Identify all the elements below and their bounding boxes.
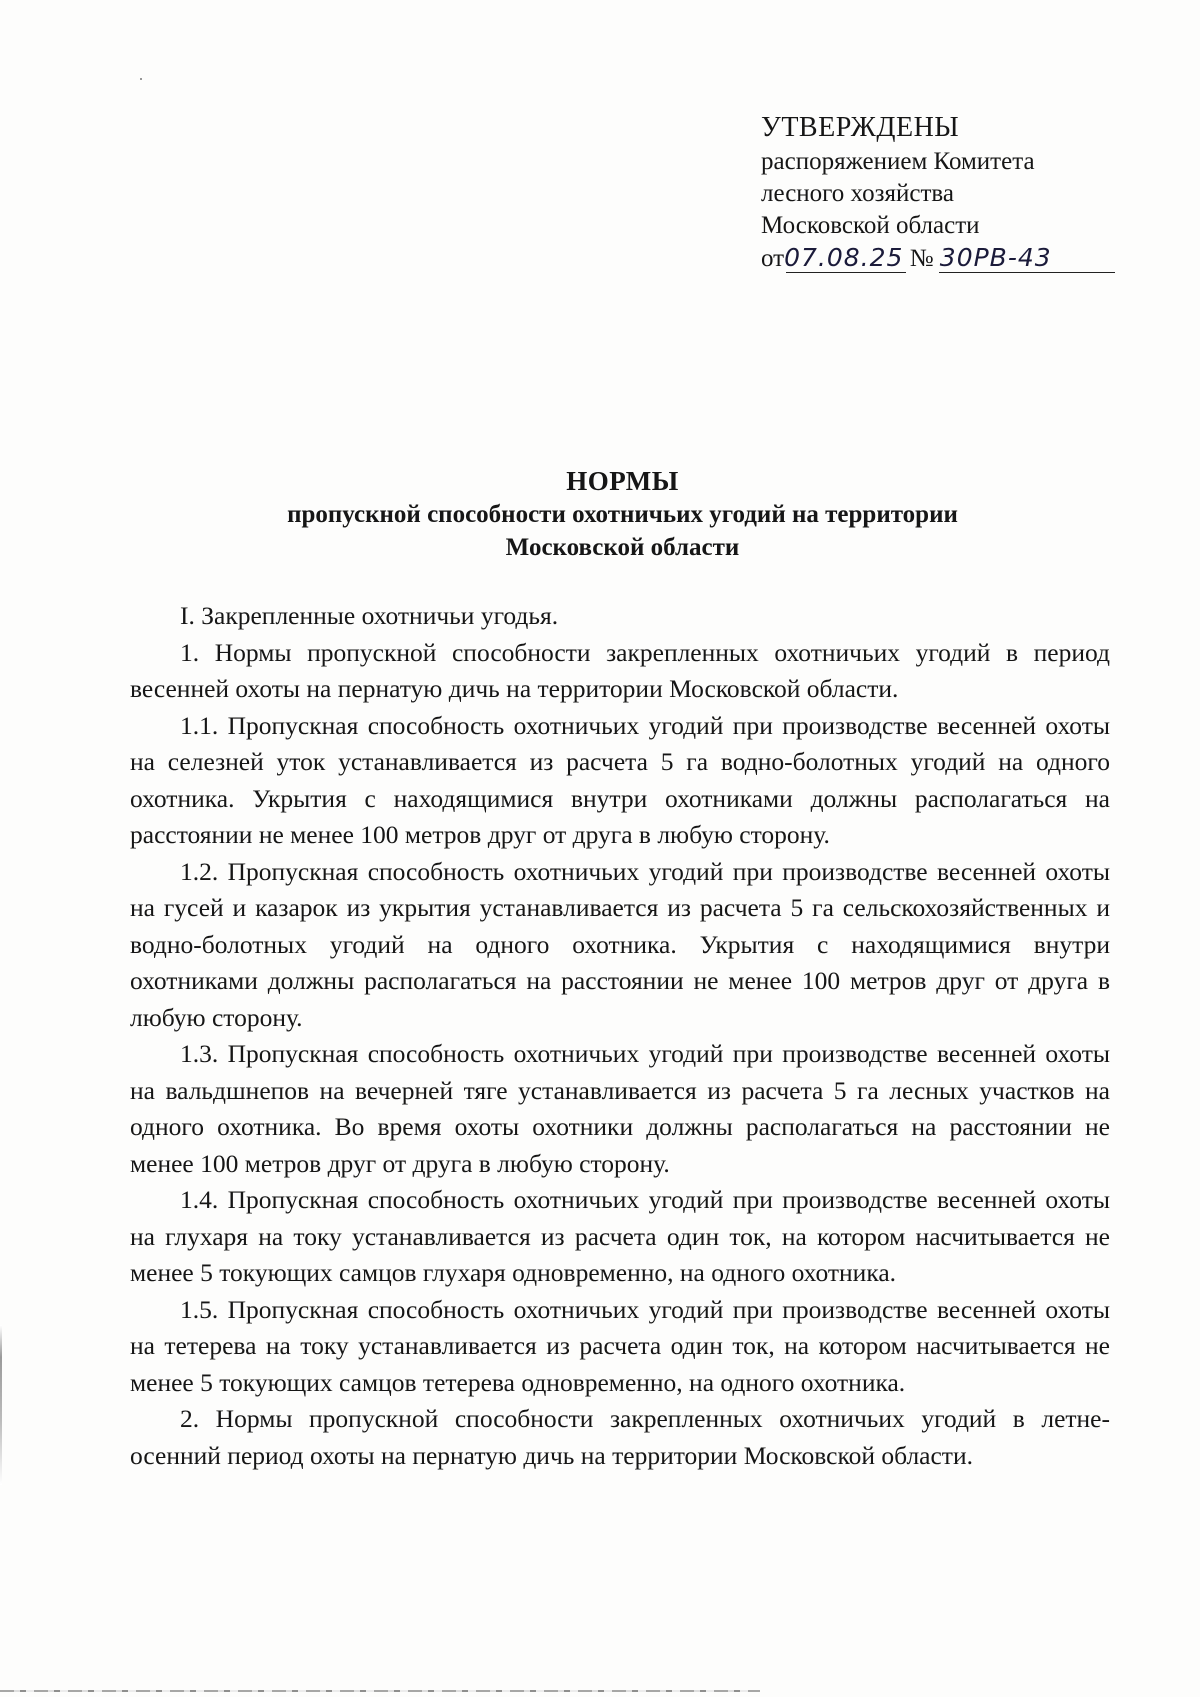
number-underline bbox=[939, 272, 1115, 273]
paragraph-1-3: 1.3. Пропускная способность охотничьих угодий при производстве весенней охоты на вальдшнепов на вечерней тяге устанавливается из расчета 5 га лесных участков на одного охотника. Во время охоты охотники должны располагаться на расстоянии не менее 100 метров друг от друга в любую сторону. bbox=[130, 1039, 1110, 1178]
section-heading-1: I. Закрепленные охотничьи угодья. bbox=[180, 601, 559, 630]
paragraph-2: 2. Нормы пропускной способности закрепленных охотничьих угодий в летне-осенний период охоты на пернатую дичь на территории Московской области. bbox=[130, 1404, 1110, 1470]
paragraph-1-2: 1.2. Пропускная способность охотничьих угодий при производстве весенней охоты на гусей и казарок из укрытия устанавливается из расчета 5 га сельскохозяйственных и водно-болотных угодий на одного охотника. Укрытия с находящимися внутри охотниками должны располагаться на расстоянии не менее 100 метров друг от друга в любую сторону. bbox=[130, 856, 1110, 1032]
date-underline bbox=[786, 272, 906, 273]
paragraph-1-4: 1.4. Пропускная способность охотничьих угодий при производстве весенней охоты на глухаря на току устанавливается из расчета один ток, на котором насчитывается не менее 5 токующих самцов глухаря одновременно, на одного охотника. bbox=[130, 1185, 1110, 1287]
approval-line-3: Московской области bbox=[761, 212, 980, 239]
title-main: НОРМЫ bbox=[566, 466, 679, 496]
title-sub-line-1: пропускной способности охотничьих угодий на территории bbox=[287, 501, 958, 528]
date-prefix: от bbox=[761, 245, 785, 272]
document-body bbox=[130, 598, 1110, 1474]
approval-line-2: лесного хозяйства bbox=[761, 180, 954, 207]
document-title bbox=[120, 464, 1125, 564]
scan-bottom-artifact bbox=[0, 1690, 760, 1692]
number-prefix: № bbox=[909, 245, 934, 272]
title-sub-line-2: Московской области bbox=[505, 534, 740, 561]
handwritten-number: 30РВ-43 bbox=[939, 243, 1052, 272]
approval-title: УТВЕРЖДЕНЫ bbox=[761, 112, 960, 143]
scan-edge-mark bbox=[0, 1325, 2, 1485]
paragraph-1-5: 1.5. Пропускная способность охотничьих угодий при производстве весенней охоты на тетерева на току устанавливается из расчета один ток, на котором насчитывается не менее 5 токующих самцов тетерева одновременно, на одного охотника. bbox=[130, 1294, 1110, 1397]
approval-line-1: распоряжением Комитета bbox=[761, 148, 1035, 175]
approval-date-line bbox=[761, 242, 1141, 276]
paragraph-1-1: 1.1. Пропускная способность охотничьих угодий при производстве весенней охоты на селезней уток устанавливается из расчета 5 га водно-болотных угодий на одного охотника. Укрытия с находящимися внутри охотниками должны располагаться на расстоянии не менее 100 метров друг от друга в любую сторону. bbox=[130, 710, 1110, 849]
scan-speck bbox=[140, 78, 142, 80]
handwritten-date: 07.08.25 bbox=[784, 243, 904, 272]
approval-block bbox=[761, 110, 1141, 276]
paragraph-1: 1. Нормы пропускной способности закрепленных охотничьих угодий в период весенней охоты на пернатую дичь на территории Московской области. bbox=[130, 637, 1110, 703]
